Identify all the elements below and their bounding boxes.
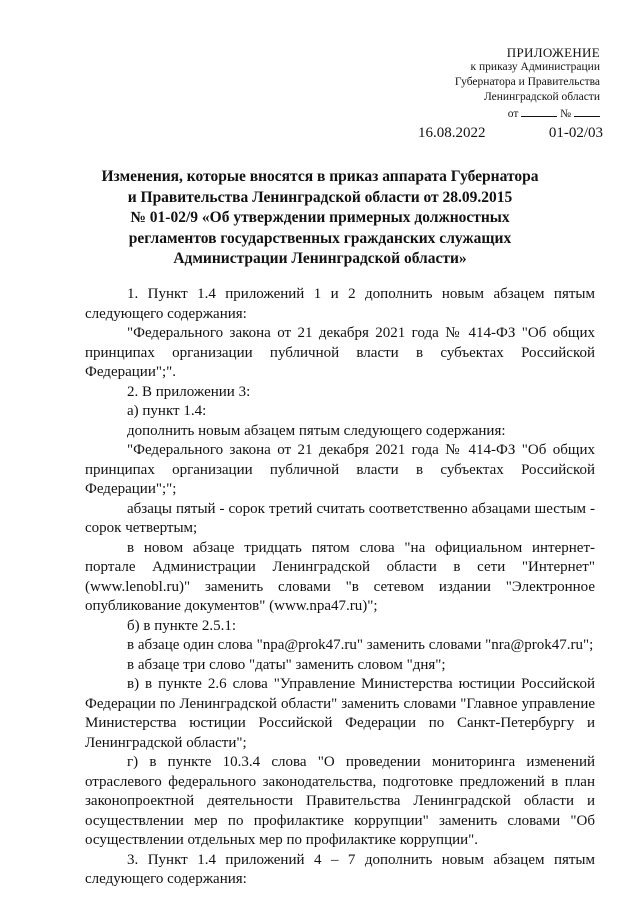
document-body [85,285,595,890]
appendix-line: к приказу Администрации [470,61,600,73]
paragraph-2v: в) в пункте 2.6 слова "Управление Министерства юстиции Российской Федерации по Ленинградской области" заменить словами "Главное управление Министерства юстиции Российской Федерации по Санкт-Петербургу и Ленинградской области"; [85,676,595,751]
appendix-line: Ленинградской области [483,91,600,103]
paragraph-1: 1. Пункт 1.4 приложений 1 и 2 дополнить новым абзацем пятым следующего содержания: [85,286,595,322]
paragraph-35: в новом абзаце тридцать пятом слова "на официальном интернет-портале Администрации Ленинградской области в сети "Интернет" (www.lenobl.ru)" заменить словами "в сетевом издании "Электронное опубликование документов" (www.npa47.ru)"; [85,539,595,614]
paragraph-quote-2: "Федерального закона от 21 декабря 2021 года № 414-ФЗ "Об общих принципах организации публичной власти в субъектах Российской Федерации";"; [85,442,595,497]
paragraph-2a: а) пункт 1.4: [127,403,207,419]
paragraph-2: 2. В приложении 3: [127,383,251,400]
title-line: регламентов государственных гражданских служащих [128,229,512,247]
title-line: № 01-02/9 «Об утверждении примерных должностных [130,209,510,226]
document-title [100,167,540,270]
paragraph-quote-1: "Федерального закона от 21 декабря 2021 года № 414-ФЗ "Об общих принципах организации публичной власти в субъектах Российской Федерации";". [85,325,595,380]
document-date: 16.08.2022 [418,125,486,141]
title-line: Администрации Ленинградской области» [173,250,467,267]
number-blank [574,105,600,117]
title-line: и Правительства Ленинградской области от 28.09.2015 [127,188,513,206]
date-blank [521,105,557,117]
appendix-title: ПРИЛОЖЕНИЕ [506,45,600,60]
appendix-header [340,45,600,122]
appendix-line: Губернатора и Правительства [454,76,600,88]
paragraph-renumber: абзацы пятый - сорок третий считать соответственно абзацами шестым - сорок четвертым; [85,500,595,536]
paragraph-3: 3. Пункт 1.4 приложений 4 – 7 дополнить новым абзацем пятым следующего содержания: [85,851,595,887]
ot-number-row [340,105,600,122]
title-line: Изменения, которые вносятся в приказ аппарата Губернатора [101,168,539,185]
paragraph-2b-one: в абзаце один слова "npa@prok47.ru" заменить словами "nra@prok47.ru"; [127,637,594,653]
paragraph-2b-three: в абзаце три слово "даты" заменить словом "дня"; [127,656,446,673]
paragraph-2b: б) в пункте 2.5.1: [127,617,236,634]
number-label: № [560,108,572,120]
document-number: 01-02/03 [548,125,603,141]
paragraph-2g: г) в пункте 10.3.4 слова "О проведении мониторинга изменений отраслевого федерального законодательства, подготовке предложений в план законопроектной деятельности Правительства Ленинградской области и осуществлении мер по профилактике коррупции" заменить словами "Об осуществлении отдельных мер по профилактике коррупции". [85,754,595,848]
ot-label: от [507,108,519,120]
paragraph-2a-add: дополнить новым абзацем пятым следующего содержания: [127,422,506,439]
